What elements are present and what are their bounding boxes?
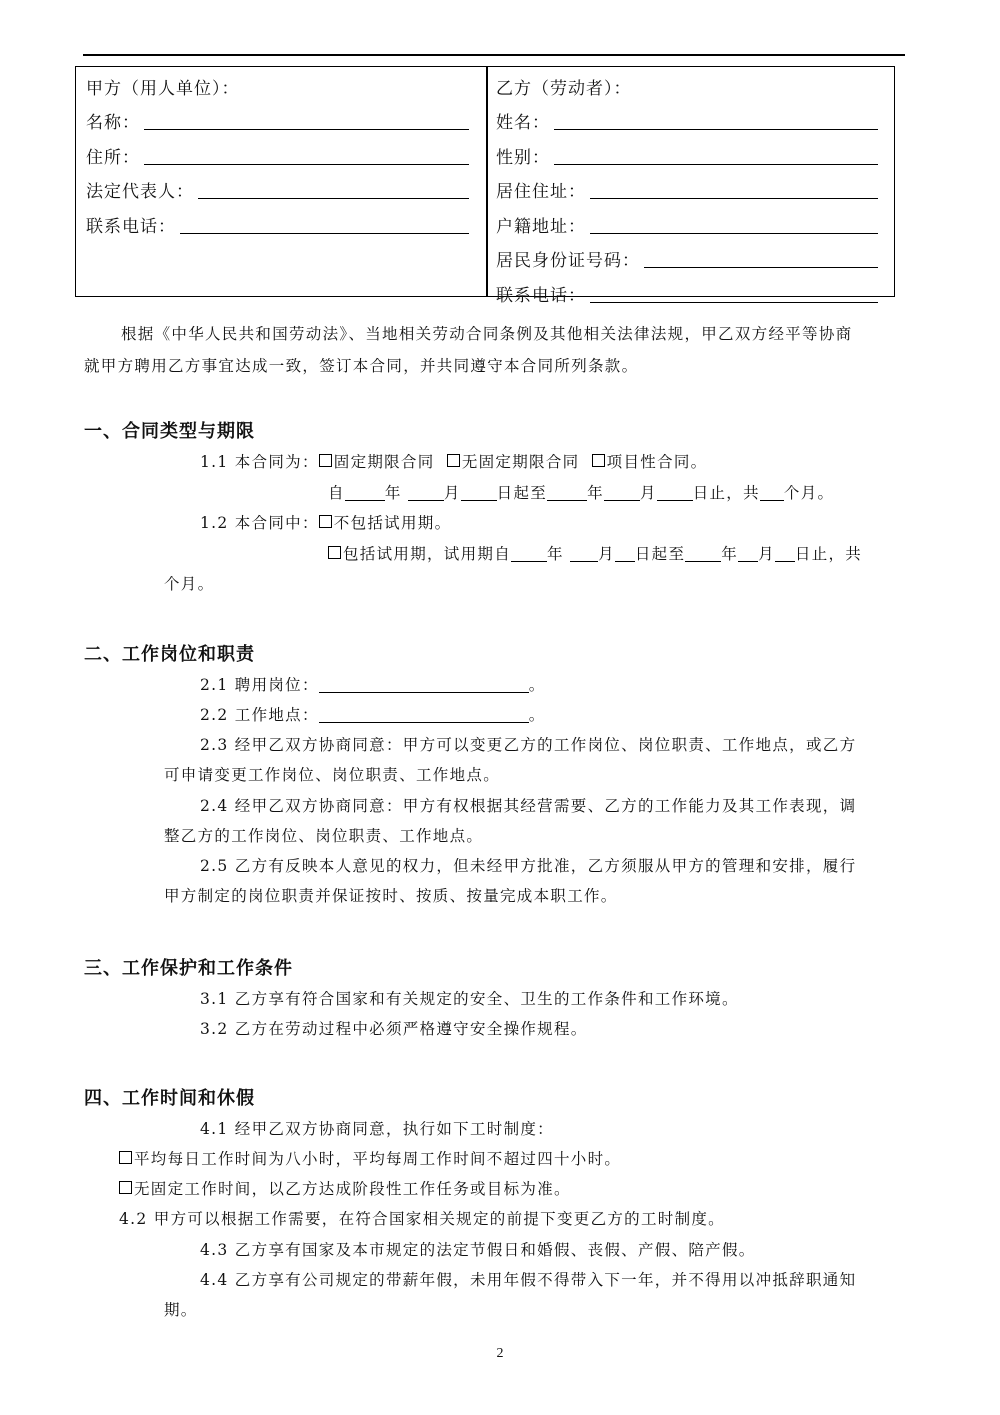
party-b-residence-field[interactable] bbox=[590, 180, 878, 199]
party-a-title: 甲方（用人单位）： bbox=[86, 78, 240, 99]
fixed-term-checkbox[interactable] bbox=[319, 454, 332, 467]
probation-end-month-label: 月 bbox=[758, 545, 775, 563]
party-b-residence-label: 居住住址： bbox=[496, 182, 586, 203]
clause-2-2 bbox=[200, 705, 546, 725]
position-field[interactable] bbox=[319, 676, 529, 693]
no-probation-label: 不包括试用期。 bbox=[333, 514, 452, 532]
clause-2-1 bbox=[200, 675, 546, 695]
probation-total-label: 日止，共 bbox=[794, 545, 863, 563]
party-b-column bbox=[496, 69, 881, 311]
open-term-checkbox[interactable] bbox=[447, 454, 460, 467]
term-month-label: 月 bbox=[443, 484, 461, 502]
party-a-name-row bbox=[86, 104, 471, 139]
party-b-phone-field[interactable] bbox=[590, 284, 878, 303]
header-rule bbox=[83, 54, 905, 56]
project-term-checkbox[interactable] bbox=[592, 454, 605, 467]
party-b-residence-row bbox=[496, 173, 881, 208]
with-probation-checkbox[interactable] bbox=[328, 546, 341, 559]
clause-4-3: 4.3 乙方享有国家及本市规定的法定节假日和婚假、丧假、产假、陪产假。 bbox=[200, 1241, 756, 1259]
party-a-address-row bbox=[86, 138, 471, 173]
flexible-hours-checkbox[interactable] bbox=[119, 1181, 132, 1194]
clause-2-4-line-1: 2.4 经甲乙双方协商同意：甲方有权根据其经营需要、乙方的工作能力及其工作表现，调 bbox=[200, 797, 857, 815]
party-b-gender-label: 性别： bbox=[496, 147, 550, 168]
term-dates-line bbox=[328, 483, 834, 503]
standard-hours-option bbox=[119, 1149, 621, 1169]
term-end-month-label: 月 bbox=[639, 484, 657, 502]
term-end-month-field[interactable] bbox=[604, 484, 640, 501]
party-b-phone-label: 联系电话： bbox=[496, 285, 586, 306]
clause-2-3-line-2: 可申请变更工作岗位、岗位职责、工作地点。 bbox=[164, 766, 501, 784]
clause-4-4-line-1: 4.4 乙方享有公司规定的带薪年假，未用年假不得带入下一年，并不得用以冲抵辞职通知 bbox=[200, 1271, 857, 1289]
probation-end-day-field[interactable] bbox=[775, 545, 795, 562]
section-3-heading: 三、工作保护和工作条件 bbox=[84, 958, 293, 979]
party-b-gender-row bbox=[496, 138, 881, 173]
clause-2-1-period: 。 bbox=[528, 676, 546, 694]
clause-2-4-line-2: 整乙方的工作岗位、岗位职责、工作地点。 bbox=[164, 827, 484, 845]
probation-line bbox=[328, 544, 862, 564]
with-probation-label: 包括试用期，试用期自 bbox=[343, 545, 512, 563]
party-a-column bbox=[86, 69, 471, 242]
party-a-phone-field[interactable] bbox=[180, 215, 469, 234]
probation-end-year-field[interactable] bbox=[685, 545, 721, 562]
party-b-household-row bbox=[496, 207, 881, 242]
term-start-month-field[interactable] bbox=[408, 484, 444, 501]
clause-4-2: 4.2 甲方可以根据工作需要，在符合国家相关规定的前提下变更乙方的工时制度。 bbox=[119, 1210, 725, 1228]
party-b-name-row bbox=[496, 104, 881, 139]
party-a-address-field[interactable] bbox=[144, 146, 469, 165]
preamble-line-2: 就甲方聘用乙方事宜达成一致，签订本合同，并共同遵守本合同所列条款。 bbox=[84, 357, 639, 375]
probation-month-label: 月 bbox=[598, 545, 615, 563]
probation-start-year-field[interactable] bbox=[511, 545, 547, 562]
clause-2-1-label: 2.1 聘用岗位： bbox=[200, 676, 319, 694]
clause-1-1-prefix: 1.1 本合同为： bbox=[200, 453, 319, 471]
term-months-field[interactable] bbox=[760, 484, 784, 501]
term-day-to-label: 日起至 bbox=[496, 484, 548, 502]
party-b-name-label: 姓名： bbox=[496, 113, 550, 134]
standard-hours-checkbox[interactable] bbox=[119, 1151, 132, 1164]
probation-end-month-field[interactable] bbox=[738, 545, 758, 562]
clause-2-5-line-1: 2.5 乙方有反映本人意见的权力，但未经甲方批准，乙方须服从甲方的管理和安排，履行 bbox=[200, 857, 857, 875]
term-end-year-field[interactable] bbox=[547, 484, 587, 501]
standard-hours-label: 平均每日工作时间为八小时，平均每周工作时间不超过四十小时。 bbox=[134, 1150, 622, 1168]
term-year-label: 年 bbox=[384, 484, 402, 502]
party-a-rep-label: 法定代表人： bbox=[86, 182, 194, 203]
preamble-line-1: 根据《中华人民共和国劳动法》、当地相关劳动合同条例及其他相关法律法规，甲乙双方经平等协商 bbox=[121, 325, 853, 343]
clause-4-1: 4.1 经甲乙双方协商同意，执行如下工时制度： bbox=[200, 1120, 554, 1138]
party-a-address-label: 住所： bbox=[86, 147, 140, 168]
term-start-year-field[interactable] bbox=[345, 484, 385, 501]
clause-1-2 bbox=[200, 513, 451, 533]
probation-day-to-label: 日起至 bbox=[634, 545, 686, 563]
term-day-end-label: 日止，共 bbox=[692, 484, 760, 502]
party-b-id-row bbox=[496, 242, 881, 277]
party-a-rep-field[interactable] bbox=[198, 180, 469, 199]
clause-1-1 bbox=[200, 452, 707, 472]
party-b-household-field[interactable] bbox=[590, 215, 878, 234]
clause-2-3-line-1: 2.3 经甲乙双方协商同意：甲方可以变更乙方的工作岗位、岗位职责、工作地点，或乙方 bbox=[200, 736, 857, 754]
term-end-day-field[interactable] bbox=[657, 484, 693, 501]
clause-3-2: 3.2 乙方在劳动过程中必须严格遵守安全操作规程。 bbox=[200, 1020, 588, 1038]
no-probation-checkbox[interactable] bbox=[319, 515, 332, 528]
open-term-label: 无固定期限合同 bbox=[461, 453, 580, 471]
probation-start-day-field[interactable] bbox=[615, 545, 635, 562]
term-months-label: 个月。 bbox=[783, 484, 835, 502]
party-a-name-field[interactable] bbox=[144, 111, 469, 130]
party-b-name-field[interactable] bbox=[554, 111, 878, 130]
party-a-phone-label: 联系电话： bbox=[86, 216, 176, 237]
fixed-term-label: 固定期限合同 bbox=[333, 453, 435, 471]
party-b-title-row bbox=[496, 69, 881, 104]
clause-4-4-line-2: 期。 bbox=[164, 1301, 198, 1319]
page-number: 2 bbox=[496, 1346, 504, 1361]
party-b-id-label: 居民身份证号码： bbox=[496, 251, 640, 272]
term-from-label: 自 bbox=[328, 484, 345, 502]
party-a-title-row bbox=[86, 69, 471, 104]
party-a-name-label: 名称： bbox=[86, 113, 140, 134]
section-2-heading: 二、工作岗位和职责 bbox=[84, 644, 255, 665]
parties-table bbox=[75, 66, 895, 306]
clause-2-2-label: 2.2 工作地点： bbox=[200, 706, 319, 724]
clause-2-5-line-2: 甲方制定的岗位职责并保证按时、按质、按量完成本职工作。 bbox=[164, 887, 618, 905]
party-b-gender-field[interactable] bbox=[554, 146, 878, 165]
party-a-phone-row bbox=[86, 207, 471, 242]
party-b-id-field[interactable] bbox=[644, 249, 878, 268]
probation-start-month-field[interactable] bbox=[570, 545, 598, 562]
clause-1-2-prefix: 1.2 本合同中： bbox=[200, 514, 319, 532]
probation-wrap: 个月。 bbox=[164, 575, 215, 593]
probation-year-label: 年 bbox=[547, 545, 564, 563]
flexible-hours-label: 无固定工作时间，以乙方达成阶段性工作任务或目标为准。 bbox=[134, 1180, 571, 1198]
party-b-household-label: 户籍地址： bbox=[496, 216, 586, 237]
party-b-phone-row bbox=[496, 276, 881, 311]
flexible-hours-option bbox=[119, 1179, 571, 1199]
work-location-field[interactable] bbox=[319, 706, 529, 723]
clause-2-2-period: 。 bbox=[528, 706, 546, 724]
project-term-label: 项目性合同。 bbox=[606, 453, 708, 471]
table-divider bbox=[486, 67, 488, 296]
party-a-rep-row bbox=[86, 173, 471, 208]
section-1-heading: 一、合同类型与期限 bbox=[84, 421, 255, 442]
party-b-title: 乙方（劳动者）： bbox=[496, 78, 632, 99]
section-4-heading: 四、工作时间和休假 bbox=[84, 1088, 255, 1109]
term-start-day-field[interactable] bbox=[461, 484, 497, 501]
probation-end-year-label: 年 bbox=[721, 545, 739, 563]
clause-3-1: 3.1 乙方享有符合国家和有关规定的安全、卫生的工作条件和工作环境。 bbox=[200, 990, 739, 1008]
term-end-year-label: 年 bbox=[587, 484, 604, 502]
